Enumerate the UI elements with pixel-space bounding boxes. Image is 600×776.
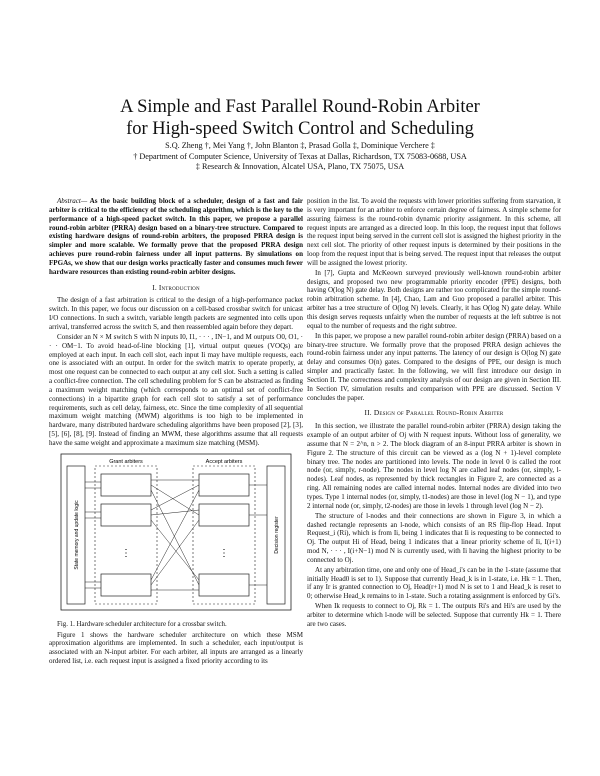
accept-arbiters-label: Accept arbiters — [205, 458, 243, 465]
intro-paragraph-5: In [7], Gupta and McKeown surveyed previously well-known round-robin arbiter designs, and proposed two new programmable priority encoder (PPE) designs, both having O(log N) gate delay. Both designs are rather too complicated for the simple round-robin arbitration scheme. In [4], Chao, Lam and Guo proposed a parallel arbiter. This arbiter has a tree structure of O(log N) levels. Clearly, it has O(log N) gate delay. While this design serves requests unfairly when the number of requests at the left subtree is not equal to the number of requests and the right subtree. — [307, 268, 561, 330]
paper-title — [0, 96, 600, 140]
design-paragraph-1: In this section, we illustrate the parallel round-robin arbiter (PRRA) design taking the example of an output arbiter of Oj with N request inputs. Without loss of generality, we assume that N = 2^n, n > 2. The block diagram of an 8-input PRRA arbiter is shown in Figure 2. The structure of this circuit can be viewed as a (log N + 1)-level complete binary tree. The nodes are partitioned into levels. The node in level 0 is called the root node (or, simply, r-node). The nodes in level log N are called leaf nodes (or, simply, l-nodes). Leaf nodes, as represented by thick rectangles in Figure 2, are connected as a ring. All remaining nodes are called internal nodes. Internal nodes are divided into two types. Type 1 internal nodes (or, simply, t1-nodes) are those in level (log N − 1), and type 2 internal node (or, simply, t2-nodes) are those in levels 1 through level (log N − 2). — [307, 422, 561, 510]
figure-1 — [49, 452, 303, 619]
left-column — [49, 197, 303, 667]
accept-arbiter-n — [199, 574, 249, 596]
title-line-2: for High-speed Switch Control and Scheduling — [126, 119, 474, 139]
author-block — [0, 141, 600, 173]
section-2-heading: II. Design of Parallel Round-Robin Arbiter — [364, 408, 504, 418]
diagram-frame — [61, 454, 291, 610]
scheduler-diagram — [59, 452, 293, 612]
section-1-heading: I. Introduction — [152, 282, 200, 292]
intro-paragraph-1: The design of a fast arbitration is critical to the design of a high-performance packet switch. In this paper, we focus our discussion on a cell-based crossbar switch for unicast I/O connections. In such a switch, variable length packets are segmented into cells upon arrival, transferred across the switch S, and then reassembled again before they depart. — [49, 296, 303, 331]
accept-dots: ⋮ — [219, 547, 229, 559]
title-line-1: A Simple and Fast Parallel Round-Robin Arbiter — [120, 97, 480, 117]
design-paragraph-3: At any arbitration time, one and only one of Head_i's can be in the 1-state (assume that initially Head0 is set to 1). Suppose that currently Head_k is in 1-state, i.e. Hk = 1. Then, if any Ir is granted connection to Oj, Head(r+1) mod N is set to 1 and Head_k is reset to 0; otherwise Head_k remains to in 1-state. Such a rotating assignment is enforced by Gi's. — [307, 565, 561, 601]
interconnect-lines — [85, 480, 267, 590]
grant-arbiter-1 — [101, 474, 151, 496]
decision-register-label: Decision register — [274, 516, 280, 554]
intro-paragraph-2: Consider an N × M switch S with N inputs I0, I1, · · · , IN−1, and M outputs O0, O1, · · · OM−1. To avoid head-of-line blocking [1], virtual output queues (VOQs) are employed at each input. In each cell slot, each input Ii may have multiple requests, each one is associated with an output. In order for the switch matrix to operate properly, at most one request can be connected to each output at any cell slot. Such a setting is called a conflict-free connection. The cell scheduling problem for S can be abstracted as finding a maximum weight matching (which corresponds to an optimal set of conflict-free connections) in a bipartite graph for each cell slot to satisfy a set of performance requirements, such as cell delay, fairness, etc. Since the time complexity of all sequential maximum weight matching (MWM) algorithms is too high to be implemented in hardware, many distributed hardware scheduling algorithms have been proposed [2], [3], [5], [6], [8], [9]. Instead of finding an MWM, these algorithms assume that all requests have the same weight and approximate a maximum size matching (MSM). — [49, 332, 303, 447]
intro-paragraph-6: In this paper, we propose a new parallel round-robin arbiter design (PRRA) based on a binary-tree structure. We formally prove that the proposed PRRA design achieves the round-robin fairness under any input patterns. The latency of our design is O(log N) gate delay and consumes O(n) gates. Compared to the designs of PPE, our design is much simpler and practically faster. In the following, we will first introduce our design in Section II. The correctness and complexity analysis of our design are given in Section III. In Section IV, simulation results and comparison with PPE are discussed. Section V concludes the paper. — [307, 331, 561, 402]
author-names: S.Q. Zheng †, Mei Yang †, John Blanton ‡, Prasad Golla ‡, Dominique Verchere ‡ — [165, 141, 435, 150]
design-paragraph-2: The structure of l-nodes and their connections are shown in Figure 3, in which a dashed rectangle represents an l-node, which consists of an RS flip-flop Head. Input Request_i (Ri), which is from Ii, being 1 indicates that Ii is requesting to be connected to Oj. The output Hi of Head, being 1 indicates that a linear priority scheme of Ii, I(i+1) mod N, · · · , I(i+N−1) mod N is currently used, with Ii having the highest priority to be connected to Oj. — [307, 511, 561, 564]
grant-dots: ⋮ — [121, 547, 131, 559]
abstract — [49, 197, 303, 277]
affiliation-1: † Department of Computer Science, University of Texas at Dallas, Richardson, TX 75083-0688, USA — [133, 151, 467, 161]
right-column — [307, 197, 561, 630]
state-memory-label: State memory and update logic — [74, 500, 80, 570]
intro-paragraph-4: position in the list. To avoid the requests with lower priorities suffering from starvation, it is very important for an arbiter to enforce certain degree of fairness. A simple scheme for assuring fairness is the round-robin dynamic priority assignment. In this scheme, all request inputs are arranged as a directed loop. In this loop, the request input that follows the request input being served in the current cell slot is assigned the highest priority in the next cell slot. The priority of other request inputs is determined by their positions in the loop from the request input that is being served. The request input that releases the output will be assigned the lowest priority. — [307, 197, 561, 267]
accept-arbiters-box — [193, 466, 255, 604]
grant-arbiters-box — [95, 466, 157, 604]
accept-arbiter-1 — [199, 474, 249, 496]
intro-paragraph-3: Figure 1 shows the hardware scheduler architecture on which these MSM approximation algorithms are implemented. In such a scheduler, each input/output is associated with an N-input arbiter. For each arbiter, all inputs are arranged as a linearly ordered list, i.e. each request input is assigned a fixed priority according to its — [49, 630, 303, 666]
design-paragraph-4: When Ik requests to connect to Oj, Rk = 1. The outputs Ri's and Hi's are used by the arbiter to determine which l-node will be selected. Suppose that currently Hk = 1. There are two cases. — [307, 602, 561, 628]
grant-arbiter-2 — [101, 504, 151, 526]
figure-1-caption: Fig. 1. Hardware scheduler architecture for a crossbar switch. — [57, 620, 227, 628]
affiliation-2: ‡ Research & Innovation, Alcatel USA, Plano, TX 75075, USA — [195, 162, 405, 171]
accept-arbiter-2 — [199, 504, 249, 526]
grant-arbiter-n — [101, 574, 151, 596]
abstract-label: Abstract— — [57, 197, 88, 205]
abstract-text: As the basic building block of a scheduler, design of a fast and fair arbiter is critical to the efficiency of the scheduling algorithm, which is the key to the performance of a high-speed packet switch. In this paper, we propose a parallel round-robin arbiter (PRRA) design based on a binary-tree structure. Compared to existing hardware designs of round-robin arbiters, the proposed PRRA design is simpler and more scalable. We formally prove that the proposed PRRA design achieves pure round-robin fairness under all input patterns. By simulations on FPGAs, we show that our design works practically faster and consumes much fewer hardware resources than existing round-robin arbiter designs. — [49, 197, 303, 276]
grant-arbiters-label: Grant arbiters — [109, 458, 143, 465]
